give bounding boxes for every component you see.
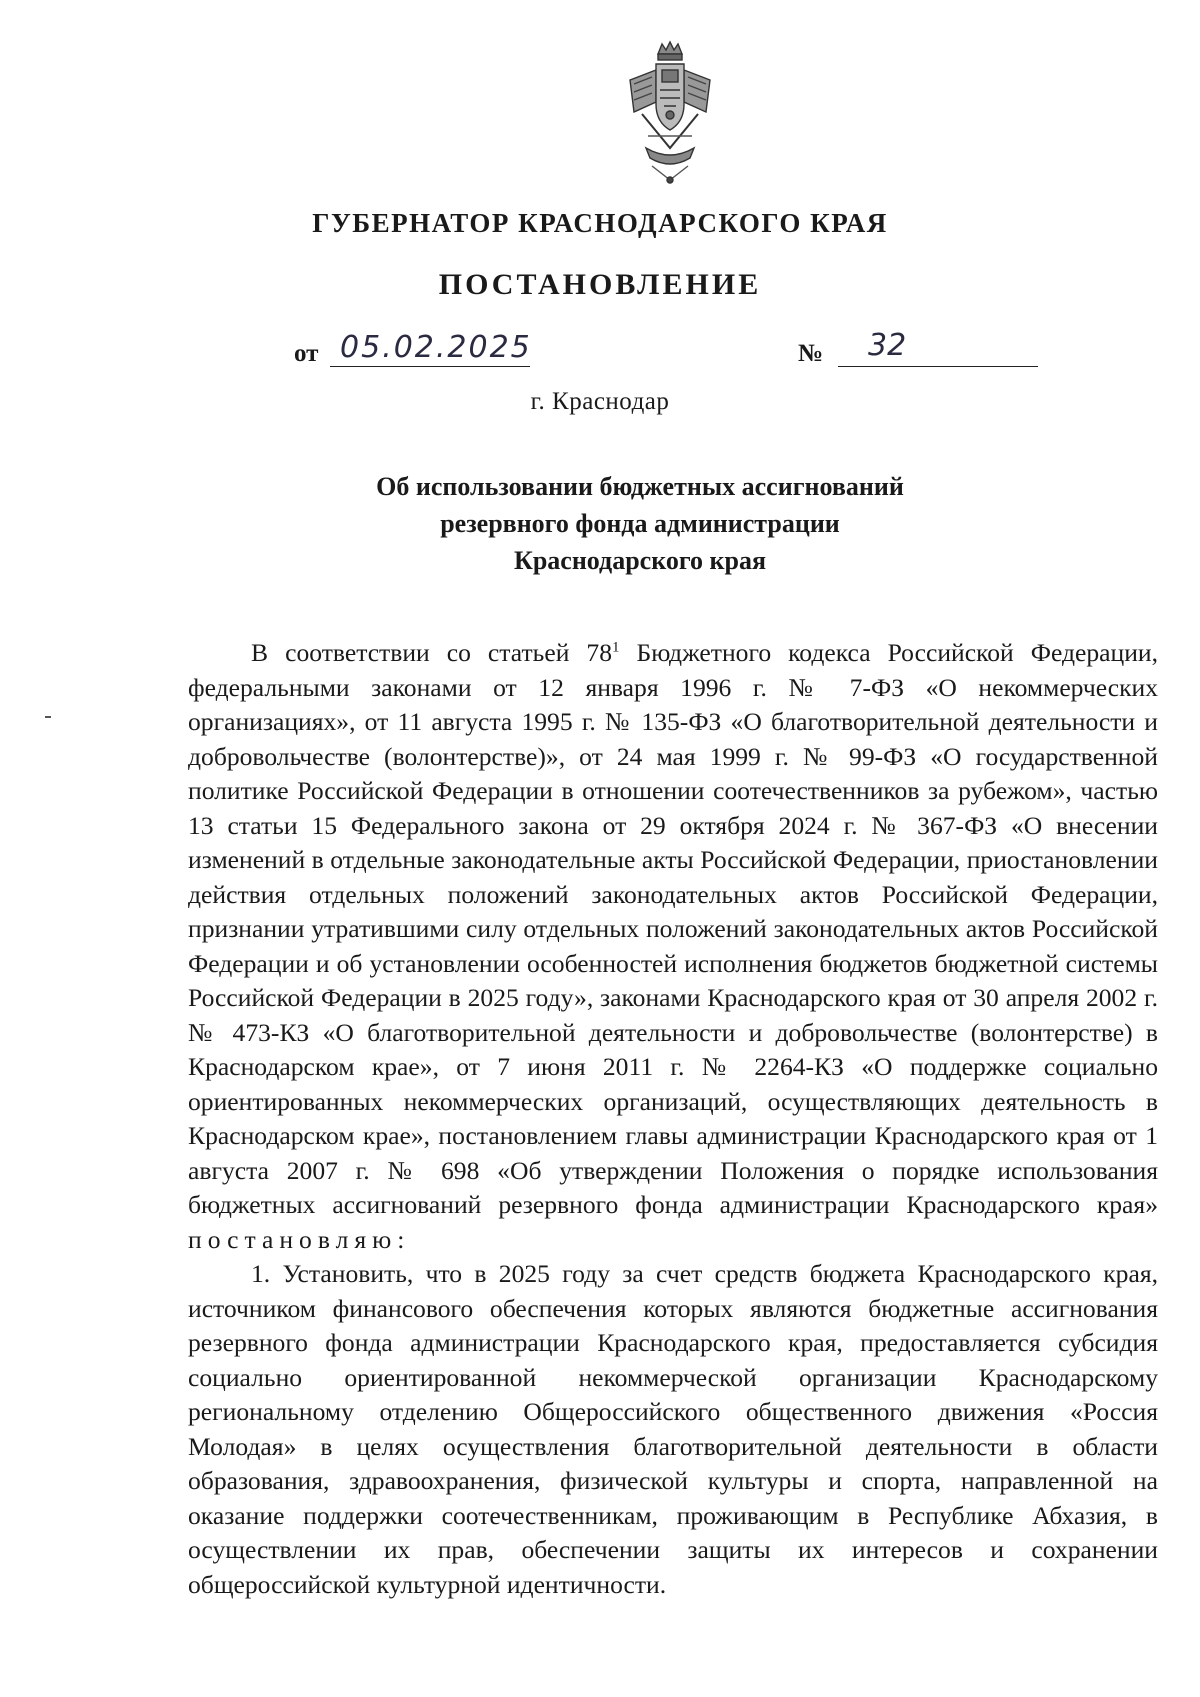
subject-line: Об использовании бюджетных ассигнований [376, 472, 904, 501]
coat-of-arms-emblem [620, 40, 720, 188]
date-label: от [294, 340, 319, 367]
handwritten-number: 32 [868, 328, 907, 363]
issuing-authority: ГУБЕРНАТОР КРАСНОДАРСКОГО КРАЯ [312, 208, 888, 238]
preamble-colon: : [397, 1224, 405, 1254]
scan-mark [45, 716, 51, 718]
number-label: № [798, 340, 824, 367]
city: г. Краснодар [530, 388, 670, 415]
decree-word: постановляю [188, 1224, 398, 1254]
preamble-text-start: В соответствии со статьей 78 [251, 638, 613, 667]
handwritten-date: 05.02.2025 [340, 330, 532, 365]
document-body [188, 636, 1158, 1602]
subject-line: Краснодарского края [513, 546, 767, 575]
document-subject [300, 468, 980, 579]
number-underline [838, 366, 1038, 367]
document-type: ПОСТАНОВЛЕНИЕ [438, 268, 762, 301]
paragraph-item-1: 1. Установить, что в 2025 году за счет средств бюджета Краснодарского края, источником финансового обеспечения которых являются бюджетные ассигнования резервного фонда администрации Краснодарского края, предоставляется субсидия социально ориентированной некоммерческой организации Краснодарскому региональному отделению Общероссийского общественного движения «Россия Молодая» в целях осуществления благотворительной деятельности в области образования, здравоохранения, физической культуры и спорта, направленной на оказание поддержки соотечественникам, проживающим в Республике Абхазия, в осуществлении их прав, обеспечении защиты их интересов и сохранении общероссийской культурной идентичности. [188, 1259, 1158, 1599]
preamble-text: Бюджетного кодекса Российской Федерации, федеральными законами от 12 января 1996 г. № 7-ФЗ «О некоммерческих организациях», от 11 августа 1995 г. № 135-ФЗ «О благотворительной деятельности и добровольчестве (волонтерстве)», от 24 мая 1999 г. № 99-ФЗ «О государственной политике Российской Федерации в отношении соотечественников за рубежом», частью 13 статьи 15 Федерального закона от 29 октября 2024 г. № 367-ФЗ «О внесении изменений в отдельные законодательные акты Российской Федерации, приостановлении действия отдельных положений законодательных актов Российской Федерации, признании утратившими силу отдельных положений законодательных актов Российской Федерации и об установлении особенностей исполнения бюджетов бюджетной системы Российской Федерации в 2025 году», законами Краснодарского края от 30 апреля 2002 г. № 473-КЗ «О благотворительной деятельности и добровольчестве (волонтерстве) в Краснодарском крае», от 7 июня 2011 г. № 2264-КЗ «О поддержке социально ориентированных некоммерческих организаций, осуществляющих деятельность в Краснодарском крае», постановлением главы администрации Краснодарского края от 1 августа 2007 г. № 698 «Об утверждении Положения о порядке использования бюджетных ассигнований резервного фонда администрации Краснодарского края» [188, 638, 1159, 1219]
subject-line: резервного фонда администрации [440, 509, 840, 538]
paragraph-preamble [188, 636, 1158, 1257]
date-underline [330, 366, 530, 367]
article-superscript: 1 [612, 639, 620, 656]
